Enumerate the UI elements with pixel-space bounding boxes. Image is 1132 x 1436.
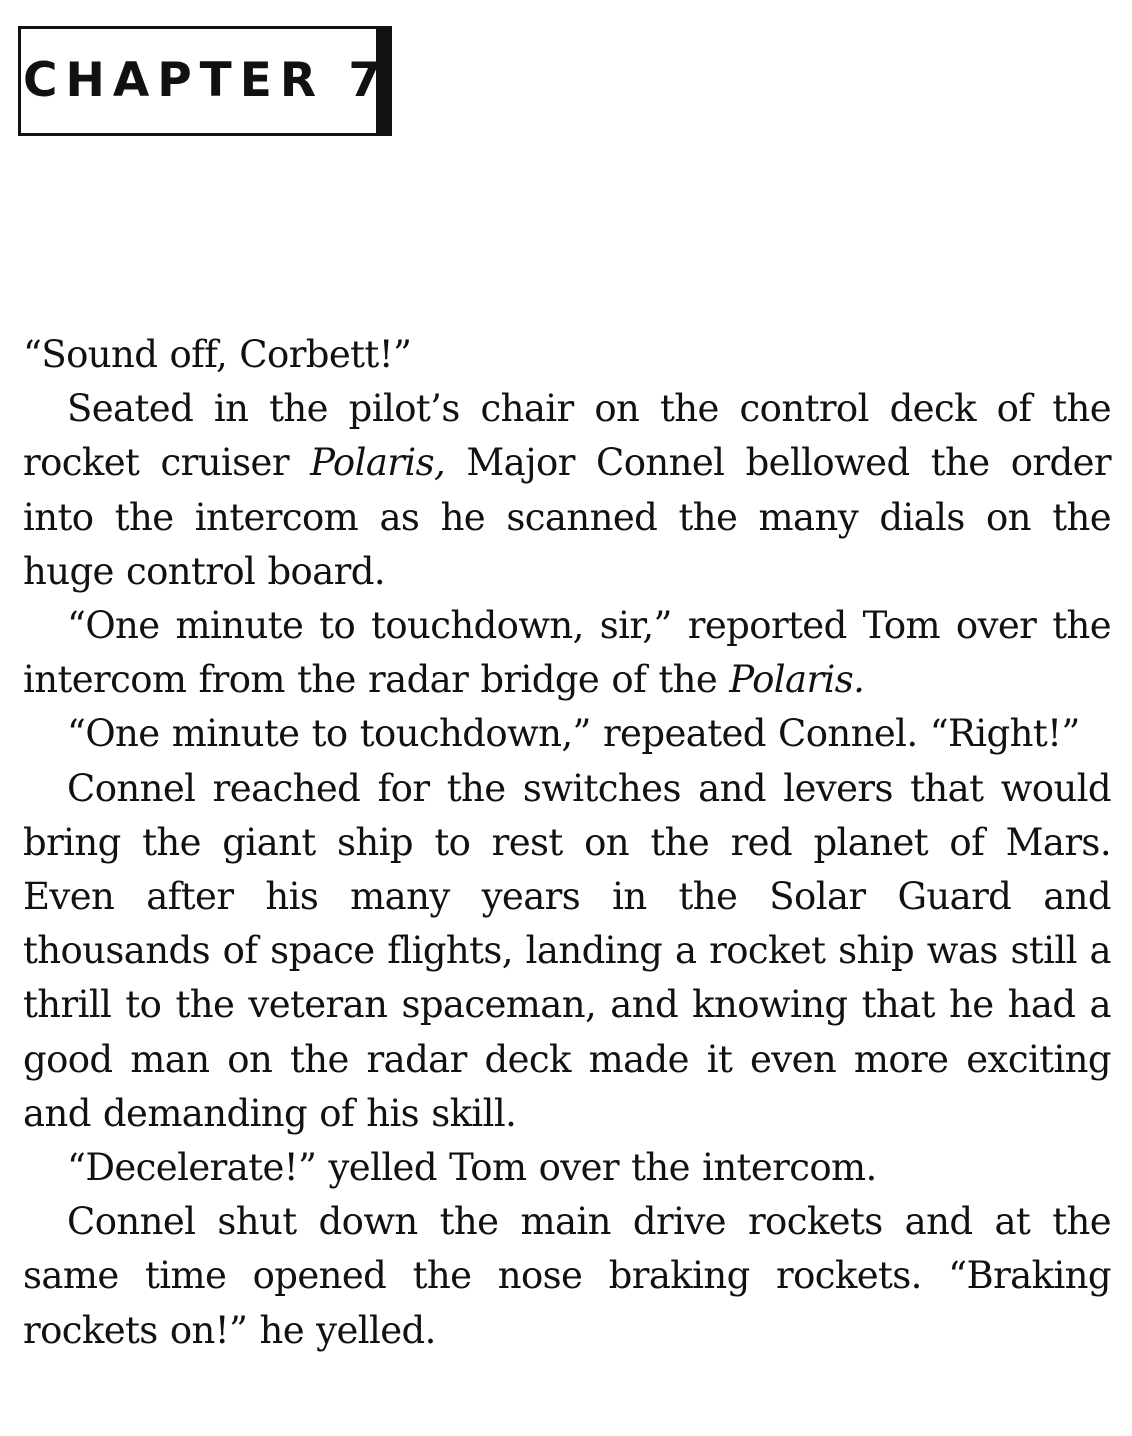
paragraph-2-text-cont: Major Connel bellowed the order into the intercom as he scanned the many dials on the huge control board. [23, 441, 1111, 593]
paragraph-2-text: Seated in the pilot’s chair on the control deck of the rocket cruiser [23, 387, 1111, 485]
paragraph-6: “Decelerate!” yelled Tom over the intercom. [67, 1146, 877, 1190]
paragraph-7: Connel shut down the main drive rockets and at the same time opened the nose braking rockets. “Braking rockets on!” he yelled. [23, 1200, 1111, 1352]
paragraph-3-text: “One minute to touchdown, sir,” reported Tom over the intercom from the radar bridge of the [23, 604, 1111, 702]
paragraph-4: “One minute to touchdown,” repeated Connel. “Right!” [67, 712, 1080, 756]
ship-name-italic: Polaris, [310, 441, 446, 485]
chapter-body [23, 328, 1111, 1358]
ship-name-italic: Polaris. [729, 658, 865, 702]
paragraph-5: Connel reached for the switches and levers that would bring the giant ship to rest on the red planet of Mars. Even after his many years in the Solar Guard and thousands of space flights, landing a rocket ship was still a thrill to the veteran spaceman, and knowing that he had a good man on the radar deck made it even more exciting and demanding of his skill. [23, 766, 1111, 1135]
paragraph-1: “Sound off, Corbett!” [23, 333, 412, 376]
chapter-title: CHAPTER 7 [23, 53, 390, 108]
chapter-heading-box [18, 26, 392, 136]
paragraph-3 [23, 599, 1111, 707]
paragraph-2 [23, 382, 1111, 599]
